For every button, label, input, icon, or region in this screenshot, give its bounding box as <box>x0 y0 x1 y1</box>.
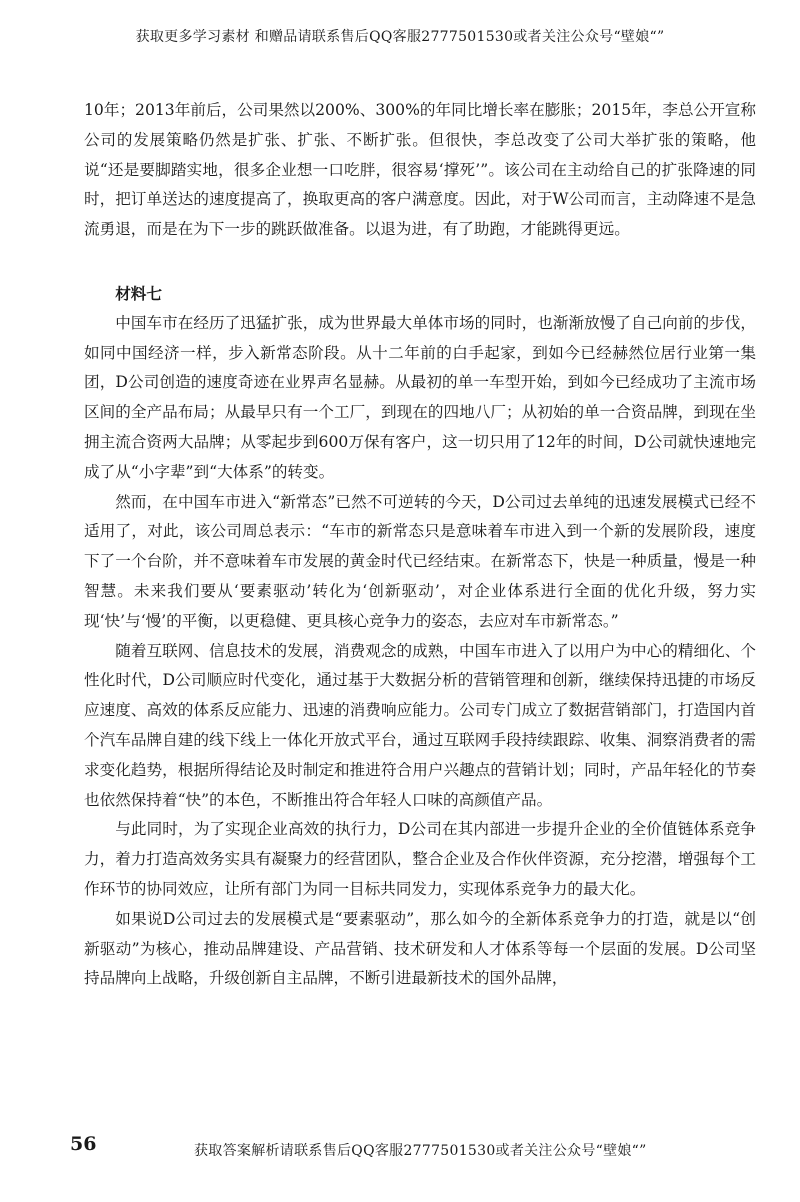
section-title: 材料七 <box>115 283 162 303</box>
page-footer-notice: 获取答案解析请联系售后QQ客服2777501530或者关注公众号“壁娘“” <box>194 1143 647 1159</box>
section-paragraph-4: 与此同时，为了实现企业高效的执行力，D公司在其内部进一步提升企业的全价值链体系竞争力，着力打造高效务实具有凝聚力的经营团队，整合企业及合作伙伴资源，充分挖潜，增强每个工作环节的协同效应，让所有部门为同一目标共同发力，实现体系竞争力的最大化。 <box>84 820 756 898</box>
section-paragraph-5: 如果说D公司过去的发展模式是“要素驱动”，那么如今的全新体系竞争力的打造，就是以“创新驱动”为核心，推动品牌建设、产品营销、技术研发和人才体系等每一个层面的发展。D公司坚持品牌向上战略，升级创新自主品牌，不断引进最新技术的国外品牌， <box>84 909 756 988</box>
page-number: 56 <box>70 1133 97 1155</box>
page-header-notice: 获取更多学习素材 和赠品请联系售后QQ客服2777501530或者关注公众号“壁娘“” <box>135 29 665 45</box>
section-paragraph-3: 随着互联网、信息技术的发展，消费观念的成熟，中国车市进入了以用户为中心的精细化、个性化时代，D公司顺应时代变化，通过基于大数据分析的营销管理和创新，继续保持迅捷的市场反应速度、高效的体系反应能力、迅速的消费响应能力。公司专门成立了数据营销部门，打造国内首个汽车品牌自建的线下线上一体化开放式平台，通过互联网手段持续跟踪、收集、洞察消费者的需求变化趋势，根据所得结论及时制定和推进符合用户兴趣点的营销计划；同时，产品年轻化的节奏也依然保持着“快”的本色，不断推出符合年轻人口味的高颜值产品。 <box>84 641 756 809</box>
section-paragraph-2: 然而，在中国车市进入“新常态”已然不可逆转的今天，D公司过去单纯的迅速发展模式已经不适用了，对此，该公司周总表示：“车市的新常态只是意味着车市进入到一个新的发展阶段，速度下了一个台阶，并不意味着车市发展的黄金时代已经结束。在新常态下，快是一种质量，慢是一种智慧。未来我们要从‘要素驱动’转化为‘创新驱动’，对企业体系进行全面的优化升级，努力实现‘快’与‘慢’的平衡，以更稳健、更具核心竞争力的姿态，去应对车市新常态。” <box>84 492 756 630</box>
section-paragraph-1: 中国车市在经历了迅猛扩张，成为世界最大单体市场的同时，也渐渐放慢了自己向前的步伐，如同中国经济一样，步入新常态阶段。从十二年前的白手起家，到如今已经赫然位居行业第一集团，D公司创造的速度奇迹在业界声名显赫。从最初的单一车型开始，到如今已经成功了主流市场区间的全产品布局；从最早只有一个工厂，到现在的四地八厂；从初始的单一合资品牌，到现在坐拥主流合资两大品牌；从零起步到600万保有客户，这一切只用了12年的时间，D公司就快速地完成了从“小字辈”到“大体系”的转变。 <box>84 313 756 481</box>
document-body <box>84 96 756 994</box>
intro-paragraph: 10年；2013年前后，公司果然以200%、300%的年同比增长率在膨胀；2015年，李总公开宣称公司的发展策略仍然是扩张、扩张、不断扩张。但很快，李总改变了公司大举扩张的策略，他说“还是要脚踏实地，很多企业想一口吃胖，很容易‘撑死’”。该公司在主动给自己的扩张降速的同时，把订单送达的速度提高了，换取更高的客户满意度。因此，对于W公司而言，主动降速不是急流勇退，而是在为下一步的跳跃做准备。以退为进，有了助跑，才能跳得更远。 <box>84 101 756 239</box>
